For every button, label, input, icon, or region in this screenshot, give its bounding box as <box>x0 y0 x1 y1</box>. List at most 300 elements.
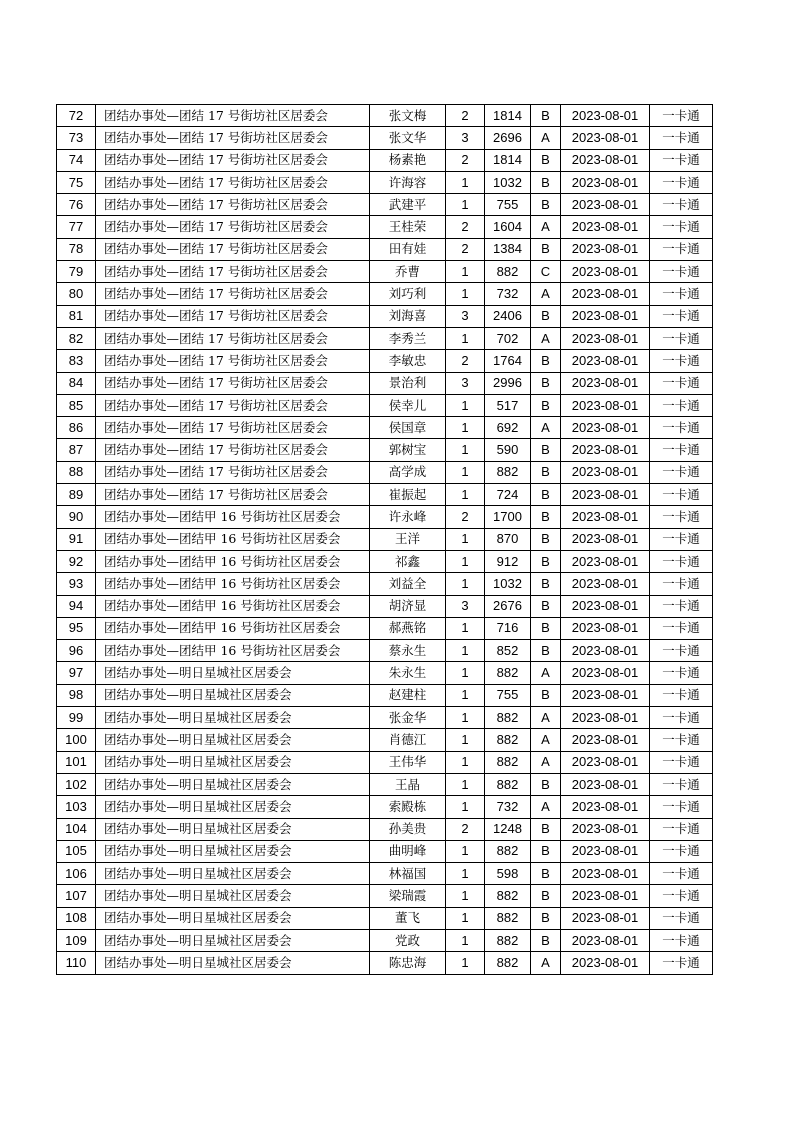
cell-amount: 1814 <box>485 105 531 127</box>
cell-date: 2023-08-01 <box>561 595 650 617</box>
cell-amount: 2996 <box>485 372 531 394</box>
cell-amount: 1764 <box>485 350 531 372</box>
cell-amount: 755 <box>485 684 531 706</box>
cell-community: 团结办事处—团结 17 号街坊社区居委会 <box>96 439 370 461</box>
cell-community: 团结办事处—团结 17 号街坊社区居委会 <box>96 105 370 127</box>
cell-household-count: 1 <box>446 439 485 461</box>
cell-payment-method: 一卡通 <box>650 796 713 818</box>
cell-seq-no: 73 <box>57 127 96 149</box>
cell-household-count: 1 <box>446 261 485 283</box>
cell-payment-method: 一卡通 <box>650 818 713 840</box>
cell-seq-no: 108 <box>57 907 96 929</box>
cell-community: 团结办事处—团结 17 号街坊社区居委会 <box>96 350 370 372</box>
cell-seq-no: 92 <box>57 550 96 572</box>
cell-category: A <box>531 283 561 305</box>
cell-payment-method: 一卡通 <box>650 863 713 885</box>
cell-household-count: 3 <box>446 595 485 617</box>
table-row <box>57 707 713 729</box>
cell-household-count: 3 <box>446 305 485 327</box>
cell-person-name: 蔡永生 <box>370 640 446 662</box>
cell-date: 2023-08-01 <box>561 283 650 305</box>
cell-payment-method: 一卡通 <box>650 372 713 394</box>
cell-community: 团结办事处—明日星城社区居委会 <box>96 751 370 773</box>
cell-category: B <box>531 617 561 639</box>
cell-payment-method: 一卡通 <box>650 283 713 305</box>
cell-amount: 590 <box>485 439 531 461</box>
cell-community: 团结办事处—明日星城社区居委会 <box>96 907 370 929</box>
table-row <box>57 283 713 305</box>
cell-household-count: 1 <box>446 171 485 193</box>
table-row <box>57 573 713 595</box>
cell-payment-method: 一卡通 <box>650 885 713 907</box>
cell-category: B <box>531 684 561 706</box>
table-row <box>57 194 713 216</box>
table-row <box>57 595 713 617</box>
cell-person-name: 刘巧利 <box>370 283 446 305</box>
table-row <box>57 684 713 706</box>
cell-date: 2023-08-01 <box>561 484 650 506</box>
table-row <box>57 461 713 483</box>
cell-date: 2023-08-01 <box>561 372 650 394</box>
cell-seq-no: 87 <box>57 439 96 461</box>
cell-category: B <box>531 840 561 862</box>
cell-amount: 724 <box>485 484 531 506</box>
cell-amount: 2676 <box>485 595 531 617</box>
cell-payment-method: 一卡通 <box>650 127 713 149</box>
cell-household-count: 1 <box>446 550 485 572</box>
table-row <box>57 617 713 639</box>
cell-person-name: 侯国章 <box>370 417 446 439</box>
cell-amount: 1248 <box>485 818 531 840</box>
cell-seq-no: 98 <box>57 684 96 706</box>
cell-person-name: 曲明峰 <box>370 840 446 862</box>
table-row <box>57 439 713 461</box>
cell-person-name: 许永峰 <box>370 506 446 528</box>
cell-household-count: 2 <box>446 350 485 372</box>
cell-date: 2023-08-01 <box>561 171 650 193</box>
cell-date: 2023-08-01 <box>561 907 650 929</box>
cell-category: C <box>531 261 561 283</box>
table-row <box>57 550 713 572</box>
cell-category: B <box>531 350 561 372</box>
table-row <box>57 929 713 951</box>
cell-date: 2023-08-01 <box>561 105 650 127</box>
cell-seq-no: 90 <box>57 506 96 528</box>
cell-seq-no: 110 <box>57 952 96 974</box>
cell-amount: 912 <box>485 550 531 572</box>
cell-seq-no: 97 <box>57 662 96 684</box>
cell-date: 2023-08-01 <box>561 729 650 751</box>
cell-amount: 882 <box>485 773 531 795</box>
cell-seq-no: 93 <box>57 573 96 595</box>
cell-category: B <box>531 573 561 595</box>
cell-category: B <box>531 461 561 483</box>
cell-payment-method: 一卡通 <box>650 907 713 929</box>
cell-date: 2023-08-01 <box>561 617 650 639</box>
cell-community: 团结办事处—明日星城社区居委会 <box>96 885 370 907</box>
cell-date: 2023-08-01 <box>561 350 650 372</box>
cell-date: 2023-08-01 <box>561 149 650 171</box>
cell-category: B <box>531 194 561 216</box>
cell-amount: 716 <box>485 617 531 639</box>
cell-date: 2023-08-01 <box>561 840 650 862</box>
cell-community: 团结办事处—明日星城社区居委会 <box>96 729 370 751</box>
cell-seq-no: 101 <box>57 751 96 773</box>
cell-household-count: 1 <box>446 707 485 729</box>
cell-person-name: 乔曹 <box>370 261 446 283</box>
cell-seq-no: 94 <box>57 595 96 617</box>
cell-community: 团结办事处—团结 17 号街坊社区居委会 <box>96 484 370 506</box>
cell-household-count: 1 <box>446 640 485 662</box>
table-row <box>57 818 713 840</box>
cell-seq-no: 76 <box>57 194 96 216</box>
cell-person-name: 赵建柱 <box>370 684 446 706</box>
cell-person-name: 崔振起 <box>370 484 446 506</box>
cell-community: 团结办事处—明日星城社区居委会 <box>96 707 370 729</box>
cell-person-name: 党政 <box>370 929 446 951</box>
cell-date: 2023-08-01 <box>561 952 650 974</box>
cell-person-name: 杨素艳 <box>370 149 446 171</box>
cell-category: A <box>531 707 561 729</box>
cell-community: 团结办事处—团结甲 16 号街坊社区居委会 <box>96 506 370 528</box>
cell-category: B <box>531 818 561 840</box>
cell-category: A <box>531 751 561 773</box>
table-row <box>57 729 713 751</box>
cell-seq-no: 86 <box>57 417 96 439</box>
cell-category: A <box>531 952 561 974</box>
cell-payment-method: 一卡通 <box>650 550 713 572</box>
cell-payment-method: 一卡通 <box>650 684 713 706</box>
cell-person-name: 许海容 <box>370 171 446 193</box>
table-row <box>57 350 713 372</box>
cell-community: 团结办事处—团结 17 号街坊社区居委会 <box>96 417 370 439</box>
cell-community: 团结办事处—团结 17 号街坊社区居委会 <box>96 171 370 193</box>
cell-amount: 882 <box>485 751 531 773</box>
cell-date: 2023-08-01 <box>561 573 650 595</box>
cell-household-count: 3 <box>446 127 485 149</box>
cell-community: 团结办事处—明日星城社区居委会 <box>96 818 370 840</box>
cell-payment-method: 一卡通 <box>650 729 713 751</box>
cell-payment-method: 一卡通 <box>650 840 713 862</box>
cell-seq-no: 91 <box>57 528 96 550</box>
cell-seq-no: 95 <box>57 617 96 639</box>
cell-seq-no: 96 <box>57 640 96 662</box>
cell-date: 2023-08-01 <box>561 662 650 684</box>
cell-amount: 882 <box>485 261 531 283</box>
cell-payment-method: 一卡通 <box>650 751 713 773</box>
cell-person-name: 刘益全 <box>370 573 446 595</box>
cell-seq-no: 105 <box>57 840 96 862</box>
cell-category: A <box>531 796 561 818</box>
cell-person-name: 索殿栋 <box>370 796 446 818</box>
cell-category: A <box>531 127 561 149</box>
cell-household-count: 2 <box>446 105 485 127</box>
cell-household-count: 1 <box>446 796 485 818</box>
cell-date: 2023-08-01 <box>561 461 650 483</box>
table-row <box>57 662 713 684</box>
cell-category: B <box>531 238 561 260</box>
cell-person-name: 侯幸儿 <box>370 394 446 416</box>
cell-seq-no: 75 <box>57 171 96 193</box>
cell-payment-method: 一卡通 <box>650 573 713 595</box>
cell-payment-method: 一卡通 <box>650 929 713 951</box>
cell-payment-method: 一卡通 <box>650 417 713 439</box>
table-row <box>57 127 713 149</box>
cell-person-name: 孙美贵 <box>370 818 446 840</box>
cell-amount: 1604 <box>485 216 531 238</box>
cell-date: 2023-08-01 <box>561 506 650 528</box>
cell-household-count: 2 <box>446 818 485 840</box>
table-row <box>57 796 713 818</box>
cell-seq-no: 100 <box>57 729 96 751</box>
cell-amount: 702 <box>485 327 531 349</box>
cell-payment-method: 一卡通 <box>650 261 713 283</box>
cell-date: 2023-08-01 <box>561 216 650 238</box>
cell-amount: 692 <box>485 417 531 439</box>
cell-community: 团结办事处—团结甲 16 号街坊社区居委会 <box>96 550 370 572</box>
cell-date: 2023-08-01 <box>561 707 650 729</box>
cell-payment-method: 一卡通 <box>650 640 713 662</box>
cell-person-name: 张文梅 <box>370 105 446 127</box>
cell-household-count: 1 <box>446 461 485 483</box>
table-row <box>57 506 713 528</box>
cell-household-count: 1 <box>446 684 485 706</box>
cell-person-name: 郭树宝 <box>370 439 446 461</box>
cell-person-name: 刘海喜 <box>370 305 446 327</box>
cell-date: 2023-08-01 <box>561 684 650 706</box>
cell-community: 团结办事处—团结 17 号街坊社区居委会 <box>96 127 370 149</box>
cell-category: B <box>531 105 561 127</box>
cell-amount: 852 <box>485 640 531 662</box>
cell-date: 2023-08-01 <box>561 238 650 260</box>
cell-person-name: 肖德江 <box>370 729 446 751</box>
cell-date: 2023-08-01 <box>561 751 650 773</box>
table-row <box>57 149 713 171</box>
table-row <box>57 394 713 416</box>
cell-category: B <box>531 885 561 907</box>
cell-person-name: 祁鑫 <box>370 550 446 572</box>
cell-payment-method: 一卡通 <box>650 305 713 327</box>
cell-household-count: 1 <box>446 283 485 305</box>
cell-category: A <box>531 327 561 349</box>
cell-date: 2023-08-01 <box>561 863 650 885</box>
cell-date: 2023-08-01 <box>561 127 650 149</box>
cell-person-name: 王洋 <box>370 528 446 550</box>
cell-amount: 2406 <box>485 305 531 327</box>
cell-category: A <box>531 662 561 684</box>
cell-date: 2023-08-01 <box>561 394 650 416</box>
cell-community: 团结办事处—团结 17 号街坊社区居委会 <box>96 149 370 171</box>
table-row <box>57 105 713 127</box>
cell-seq-no: 88 <box>57 461 96 483</box>
cell-date: 2023-08-01 <box>561 439 650 461</box>
cell-person-name: 林福国 <box>370 863 446 885</box>
cell-household-count: 1 <box>446 484 485 506</box>
table-row <box>57 372 713 394</box>
cell-payment-method: 一卡通 <box>650 394 713 416</box>
cell-household-count: 1 <box>446 929 485 951</box>
table-row <box>57 216 713 238</box>
cell-category: A <box>531 216 561 238</box>
cell-seq-no: 72 <box>57 105 96 127</box>
cell-amount: 1032 <box>485 573 531 595</box>
cell-community: 团结办事处—明日星城社区居委会 <box>96 952 370 974</box>
cell-amount: 1384 <box>485 238 531 260</box>
cell-household-count: 2 <box>446 216 485 238</box>
table-row <box>57 907 713 929</box>
table-row <box>57 171 713 193</box>
cell-household-count: 2 <box>446 238 485 260</box>
cell-household-count: 1 <box>446 885 485 907</box>
cell-person-name: 董飞 <box>370 907 446 929</box>
cell-household-count: 1 <box>446 394 485 416</box>
cell-community: 团结办事处—明日星城社区居委会 <box>96 662 370 684</box>
cell-community: 团结办事处—团结 17 号街坊社区居委会 <box>96 372 370 394</box>
cell-amount: 882 <box>485 840 531 862</box>
cell-community: 团结办事处—团结 17 号街坊社区居委会 <box>96 327 370 349</box>
cell-person-name: 王桂荣 <box>370 216 446 238</box>
cell-payment-method: 一卡通 <box>650 595 713 617</box>
cell-household-count: 1 <box>446 662 485 684</box>
cell-community: 团结办事处—团结 17 号街坊社区居委会 <box>96 261 370 283</box>
cell-category: B <box>531 595 561 617</box>
cell-payment-method: 一卡通 <box>650 327 713 349</box>
cell-amount: 517 <box>485 394 531 416</box>
cell-community: 团结办事处—明日星城社区居委会 <box>96 863 370 885</box>
cell-category: B <box>531 484 561 506</box>
cell-payment-method: 一卡通 <box>650 194 713 216</box>
cell-amount: 598 <box>485 863 531 885</box>
cell-seq-no: 74 <box>57 149 96 171</box>
cell-amount: 732 <box>485 796 531 818</box>
table-row <box>57 417 713 439</box>
cell-payment-method: 一卡通 <box>650 216 713 238</box>
cell-seq-no: 80 <box>57 283 96 305</box>
cell-date: 2023-08-01 <box>561 640 650 662</box>
cell-seq-no: 84 <box>57 372 96 394</box>
cell-household-count: 1 <box>446 617 485 639</box>
cell-payment-method: 一卡通 <box>650 484 713 506</box>
cell-community: 团结办事处—团结甲 16 号街坊社区居委会 <box>96 640 370 662</box>
table-row <box>57 952 713 974</box>
cell-seq-no: 104 <box>57 818 96 840</box>
cell-payment-method: 一卡通 <box>650 461 713 483</box>
cell-category: B <box>531 506 561 528</box>
cell-category: B <box>531 305 561 327</box>
cell-household-count: 1 <box>446 840 485 862</box>
table-row <box>57 327 713 349</box>
cell-date: 2023-08-01 <box>561 528 650 550</box>
cell-date: 2023-08-01 <box>561 885 650 907</box>
cell-household-count: 1 <box>446 907 485 929</box>
cell-category: A <box>531 417 561 439</box>
cell-seq-no: 107 <box>57 885 96 907</box>
cell-payment-method: 一卡通 <box>650 617 713 639</box>
cell-date: 2023-08-01 <box>561 194 650 216</box>
records-table-body <box>57 105 713 975</box>
cell-community: 团结办事处—团结 17 号街坊社区居委会 <box>96 238 370 260</box>
cell-date: 2023-08-01 <box>561 796 650 818</box>
cell-amount: 882 <box>485 729 531 751</box>
table-row <box>57 773 713 795</box>
cell-category: B <box>531 550 561 572</box>
cell-household-count: 2 <box>446 506 485 528</box>
cell-payment-method: 一卡通 <box>650 439 713 461</box>
cell-amount: 755 <box>485 194 531 216</box>
table-row <box>57 305 713 327</box>
cell-household-count: 1 <box>446 863 485 885</box>
cell-person-name: 王晶 <box>370 773 446 795</box>
cell-amount: 882 <box>485 885 531 907</box>
cell-household-count: 1 <box>446 751 485 773</box>
cell-amount: 882 <box>485 952 531 974</box>
cell-community: 团结办事处—团结 17 号街坊社区居委会 <box>96 194 370 216</box>
cell-person-name: 李秀兰 <box>370 327 446 349</box>
cell-seq-no: 82 <box>57 327 96 349</box>
cell-payment-method: 一卡通 <box>650 528 713 550</box>
cell-community: 团结办事处—团结甲 16 号街坊社区居委会 <box>96 573 370 595</box>
cell-category: B <box>531 773 561 795</box>
cell-payment-method: 一卡通 <box>650 238 713 260</box>
cell-category: B <box>531 640 561 662</box>
cell-amount: 882 <box>485 461 531 483</box>
cell-category: B <box>531 863 561 885</box>
cell-person-name: 张文华 <box>370 127 446 149</box>
cell-household-count: 1 <box>446 573 485 595</box>
table-row <box>57 840 713 862</box>
cell-amount: 882 <box>485 929 531 951</box>
table-row <box>57 640 713 662</box>
cell-date: 2023-08-01 <box>561 327 650 349</box>
cell-date: 2023-08-01 <box>561 261 650 283</box>
cell-payment-method: 一卡通 <box>650 506 713 528</box>
cell-amount: 1700 <box>485 506 531 528</box>
cell-community: 团结办事处—明日星城社区居委会 <box>96 796 370 818</box>
table-row <box>57 885 713 907</box>
cell-seq-no: 79 <box>57 261 96 283</box>
cell-household-count: 1 <box>446 194 485 216</box>
cell-amount: 1032 <box>485 171 531 193</box>
cell-date: 2023-08-01 <box>561 550 650 572</box>
cell-payment-method: 一卡通 <box>650 171 713 193</box>
table-row <box>57 528 713 550</box>
table-row <box>57 863 713 885</box>
cell-date: 2023-08-01 <box>561 818 650 840</box>
cell-amount: 882 <box>485 662 531 684</box>
cell-household-count: 1 <box>446 327 485 349</box>
cell-household-count: 1 <box>446 528 485 550</box>
cell-person-name: 武建平 <box>370 194 446 216</box>
table-row <box>57 261 713 283</box>
cell-person-name: 郝燕铭 <box>370 617 446 639</box>
cell-seq-no: 89 <box>57 484 96 506</box>
cell-person-name: 王伟华 <box>370 751 446 773</box>
cell-community: 团结办事处—团结 17 号街坊社区居委会 <box>96 394 370 416</box>
cell-seq-no: 106 <box>57 863 96 885</box>
cell-payment-method: 一卡通 <box>650 149 713 171</box>
cell-category: B <box>531 372 561 394</box>
cell-category: B <box>531 929 561 951</box>
cell-household-count: 3 <box>446 372 485 394</box>
cell-community: 团结办事处—团结 17 号街坊社区居委会 <box>96 283 370 305</box>
cell-seq-no: 78 <box>57 238 96 260</box>
cell-person-name: 田有娃 <box>370 238 446 260</box>
cell-person-name: 景治利 <box>370 372 446 394</box>
cell-seq-no: 83 <box>57 350 96 372</box>
cell-category: B <box>531 171 561 193</box>
cell-community: 团结办事处—团结 17 号街坊社区居委会 <box>96 305 370 327</box>
cell-person-name: 高学成 <box>370 461 446 483</box>
